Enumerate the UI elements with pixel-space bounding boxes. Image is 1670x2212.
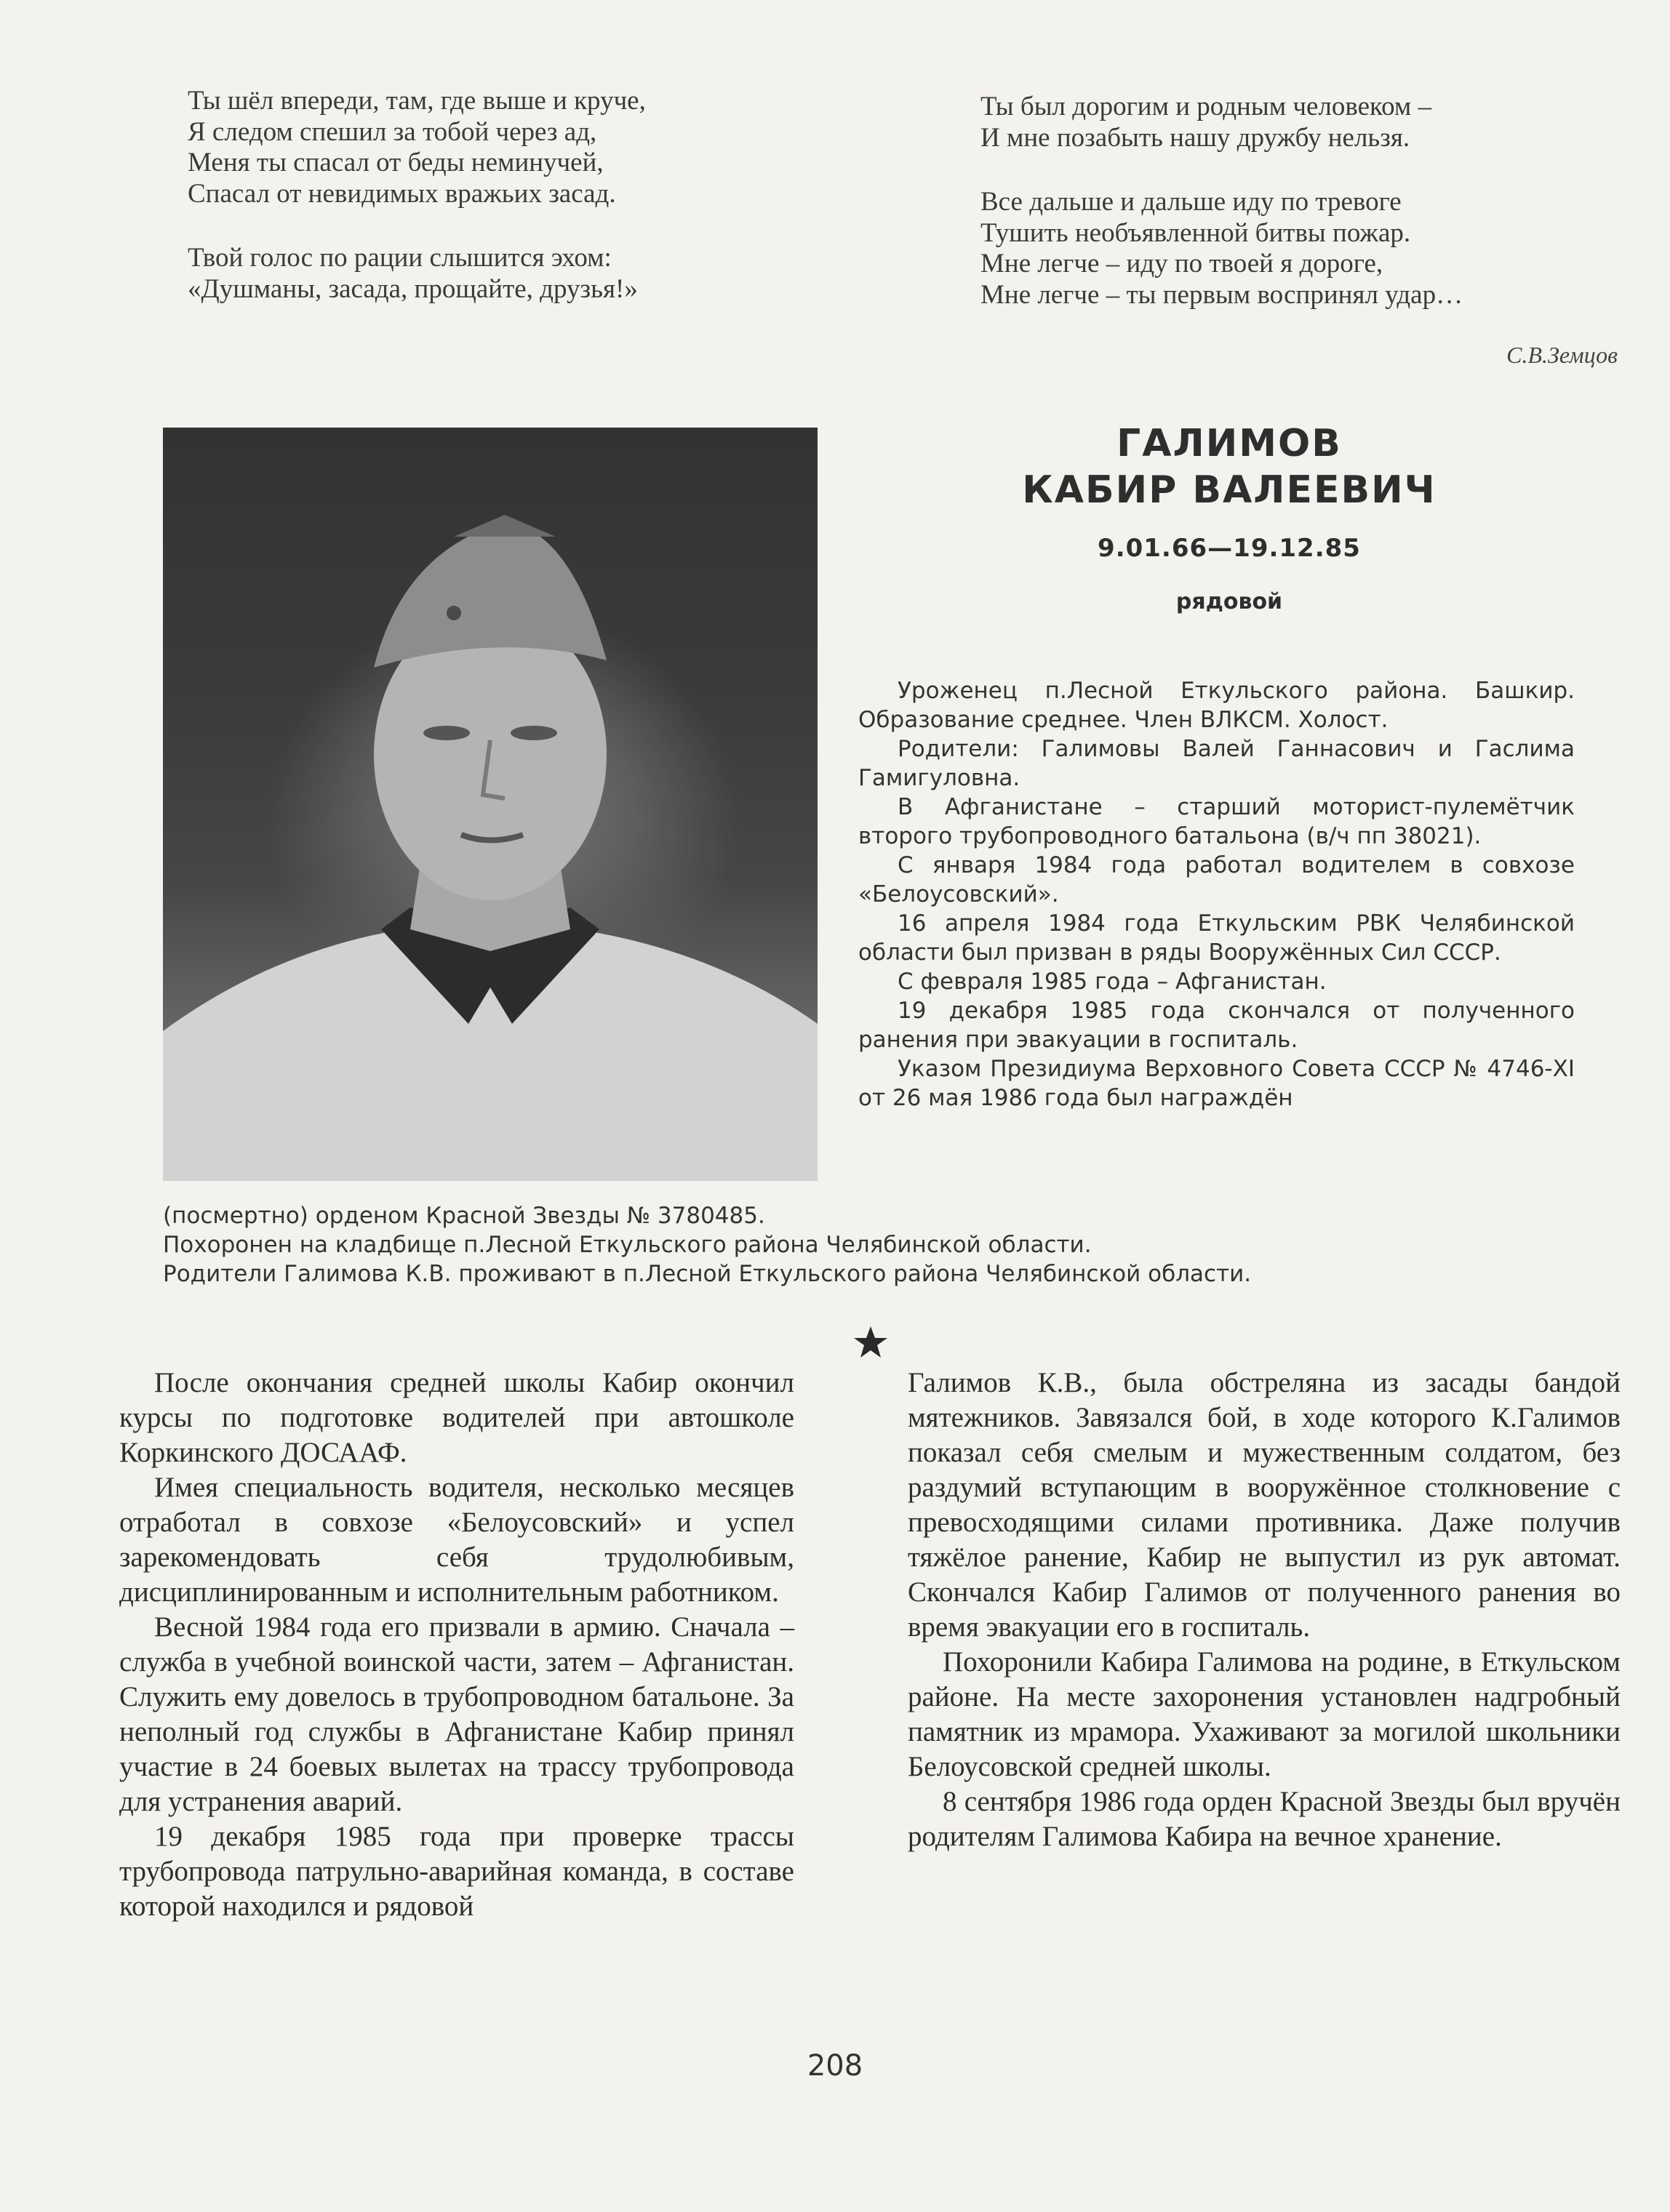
bio-paragraph: В Афганистане – старший моторист-пулемётчик второго трубопроводного батальона (в/ч пп 38021). — [858, 794, 1575, 849]
bio-block — [858, 676, 1575, 1113]
story-paragraph: Похоронили Кабира Галимова на родине, в Еткульском районе. На месте захоронения установлен надгробный памятник из мрамора. Ухаживают за могилой школьники Белоусовской средней школы. — [908, 1646, 1621, 1782]
poem-stanza — [980, 187, 1635, 310]
poem-stanza — [980, 92, 1635, 153]
poem-right-column — [980, 92, 1635, 344]
bio-paragraph: С февраля 1985 года – Афганистан. — [898, 969, 1327, 995]
poem-left-column — [188, 86, 828, 338]
poem-line: Мне легче – иду по твоей я дороге, — [980, 249, 1383, 278]
poem-author: С.В.Земцов — [1506, 342, 1618, 368]
story-paragraph: Весной 1984 года его призвали в армию. Сначала – служба в учебной воинской части, затем – Афганистан. Служить ему довелось в трубопроводном батальоне. За неполный год службы в Афганистане Кабир принял участие в 24 боевых вылетах на трассу трубопровода для устранения аварий. — [119, 1611, 794, 1817]
poem-line: Тушить необъявленной битвы пожар. — [980, 217, 1411, 248]
portrait-photo — [163, 428, 818, 1181]
bio-paragraph: 16 апреля 1984 года Еткульским РВК Челябинской области был призван в ряды Вооружённых Сил СССР. — [858, 910, 1575, 966]
star-divider-icon — [852, 1325, 889, 1361]
story-right-column — [908, 1366, 1621, 1854]
bio-paragraph: Указом Президиума Верховного Совета СССР № 4746-XI от 26 мая 1986 года был награждён — [858, 1056, 1575, 1111]
person-header — [902, 420, 1557, 614]
poem-line: Спасал от невидимых вражьих засад. — [188, 178, 616, 209]
story-paragraph: После окончания средней школы Кабир окончил курсы по подготовке водителей при автошколе Коркинского ДОСААФ. — [119, 1367, 794, 1468]
person-name: КАБИР ВАЛЕЕВИЧ — [1022, 468, 1437, 512]
person-rank: рядовой — [1175, 589, 1283, 614]
poem-line: Мне легче – ты первым воспринял удар… — [980, 279, 1463, 310]
poem-line: «Душманы, засада, прощайте, друзья!» — [188, 273, 638, 304]
page-number: 208 — [807, 2049, 863, 2083]
bio-paragraph: С января 1984 года работал водителем в совхозе «Белоусовский». — [858, 852, 1575, 907]
poem-line: Все дальше и дальше иду по тревоге — [980, 187, 1402, 217]
poem-line: Меня ты спасал от беды неминучей, — [188, 148, 604, 177]
poem-stanza — [188, 86, 828, 209]
portrait-photo-image — [163, 428, 818, 1181]
person-dates: 9.01.66—19.12.85 — [1098, 534, 1361, 563]
poem-stanza — [188, 243, 828, 305]
story-paragraph: 19 декабря 1985 года при проверке трассы трубопровода патрульно-аварийная команда, в составе которой находился и рядовой — [119, 1821, 794, 1922]
poem-line: Ты шёл впереди, там, где выше и круче, — [188, 86, 646, 116]
bio-paragraph: Уроженец п.Лесной Еткульского района. Башкир. Образование среднее. Член ВЛКСМ. Холост. — [858, 678, 1575, 733]
bio-paragraph: 19 декабря 1985 года скончался от полученного ранения при эвакуации в госпиталь. — [858, 998, 1575, 1053]
story-paragraph: Галимов К.В., была обстреляна из засады бандой мятежников. Завязался бой, в ходе которого К.Галимов показал себя смелым и мужественным солдатом, без раздумий вступающим в вооружённое столкновение с превосходящими силами противника. Даже получив тяжёлое ранение, Кабир не выпустил из рук автомат. Скончался Кабир Галимов от полученного ранения во время эвакуации его в госпиталь. — [908, 1367, 1621, 1643]
story-paragraph: 8 сентября 1986 года орден Красной Звезды был вручён родителям Галимова Кабира на вечное хранение. — [908, 1786, 1621, 1852]
bio-full-width — [163, 1201, 1581, 1289]
bio-line: Родители Галимова К.В. проживают в п.Лесной Еткульского района Челябинской области. — [163, 1261, 1252, 1287]
person-surname: ГАЛИМОВ — [1116, 422, 1342, 465]
story-paragraph: Имея специальность водителя, несколько месяцев отработал в совхозе «Белоусовский» и успел зарекомендовать себя трудолюбивым, дисциплинированным и исполнительным работником. — [119, 1472, 794, 1608]
bio-paragraph: Родители: Галимовы Валей Ганнасович и Гаслима Гамигуловна. — [858, 736, 1575, 791]
poem-line: И мне позабыть нашу дружбу нельзя. — [980, 122, 1410, 153]
bio-line: (посмертно) орденом Красной Звезды № 3780485. — [163, 1203, 765, 1229]
bio-line: Похоронен на кладбище п.Лесной Еткульского района Челябинской области. — [163, 1232, 1092, 1258]
poem-line: Я следом спешил за тобой через ад, — [188, 116, 597, 147]
story-left-column — [119, 1366, 794, 1924]
poem-line: Твой голос по рации слышится эхом: — [188, 243, 612, 273]
poem-line: Ты был дорогим и родным человеком – — [980, 92, 1432, 121]
